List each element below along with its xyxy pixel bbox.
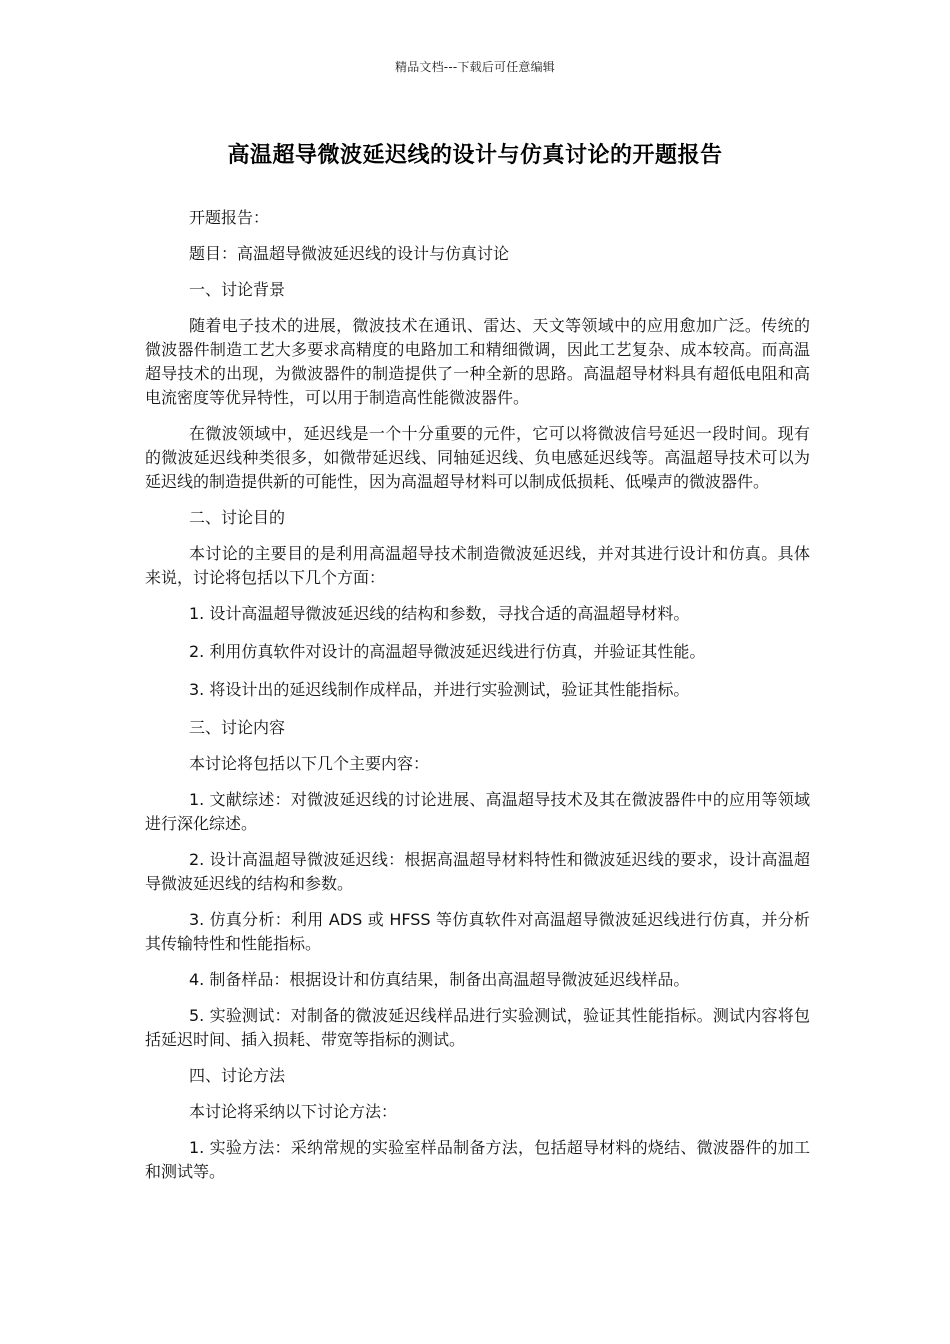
list-item-purpose-2: 2. 利用仿真软件对设计的高温超导微波延迟线进行仿真，并验证其性能。	[189, 642, 706, 661]
list-item-content-2: 2. 设计高温超导微波延迟线：根据高温超导材料特性和微波延迟线的要求，设计高温超导微波延迟线的结构和参数。	[145, 850, 810, 893]
paragraph-content-intro: 本讨论将包括以下几个主要内容：	[189, 754, 430, 773]
list-item-content-1: 1. 文献综述：对微波延迟线的讨论进展、高温超导技术及其在微波器件中的应用等领域进行深化综述。	[145, 790, 810, 833]
document-title: 高温超导微波延迟线的设计与仿真讨论的开题报告	[227, 143, 723, 168]
section-heading-purpose: 二、讨论目的	[189, 508, 286, 527]
section-heading-content: 三、讨论内容	[189, 718, 286, 737]
list-item-content-3: 3. 仿真分析：利用 ADS 或 HFSS 等仿真软件对高温超导微波延迟线进行仿真，并分析其传输特性和性能指标。	[145, 910, 810, 953]
list-item-purpose-1: 1. 设计高温超导微波延迟线的结构和参数，寻找合适的高温超导材料。	[189, 604, 690, 623]
paragraph-methods-intro: 本讨论将采纳以下讨论方法：	[189, 1102, 398, 1121]
header-note: 精品文档---下载后可任意编辑	[395, 60, 555, 74]
section-heading-background: 一、讨论背景	[189, 280, 286, 299]
list-item-purpose-3: 3. 将设计出的延迟线制作成样品，并进行实验测试，验证其性能指标。	[189, 680, 690, 699]
document-body	[145, 206, 810, 1196]
section-heading-methods: 四、讨论方法	[189, 1066, 286, 1085]
paragraph-background-1: 随着电子技术的进展，微波技术在通讯、雷达、天文等领域中的应用愈加广泛。传统的微波器件制造工艺大多要求高精度的电路加工和精细微调，因此工艺复杂、成本较高。而高温超导技术的出现，为微波器件的制造提供了一种全新的思路。高温超导材料具有超低电阻和高电流密度等优异特性，可以用于制造高性能微波器件。	[145, 316, 810, 407]
list-item-content-5: 5. 实验测试：对制备的微波延迟线样品进行实验测试，验证其性能指标。测试内容将包括延迟时间、插入损耗、带宽等指标的测试。	[145, 1006, 810, 1049]
list-item-content-4: 4. 制备样品：根据设计和仿真结果，制备出高温超导微波延迟线样品。	[189, 970, 690, 989]
paragraph-background-2: 在微波领域中，延迟线是一个十分重要的元件，它可以将微波信号延迟一段时间。现有的微波延迟线种类很多，如微带延迟线、同轴延迟线、负电感延迟线等。高温超导技术可以为延迟线的制造提供新的可能性，因为高温超导材料可以制成低损耗、低噪声的微波器件。	[145, 424, 810, 491]
list-item-methods-1: 1. 实验方法：采纳常规的实验室样品制备方法，包括超导材料的烧结、微波器件的加工和测试等。	[145, 1138, 810, 1181]
paragraph-purpose-intro: 本讨论的主要目的是利用高温超导技术制造微波延迟线，并对其进行设计和仿真。具体来说，讨论将包括以下几个方面：	[145, 544, 810, 587]
paragraph-topic: 题目：高温超导微波延迟线的设计与仿真讨论	[189, 244, 510, 263]
paragraph-report-label: 开题报告：	[189, 208, 270, 227]
